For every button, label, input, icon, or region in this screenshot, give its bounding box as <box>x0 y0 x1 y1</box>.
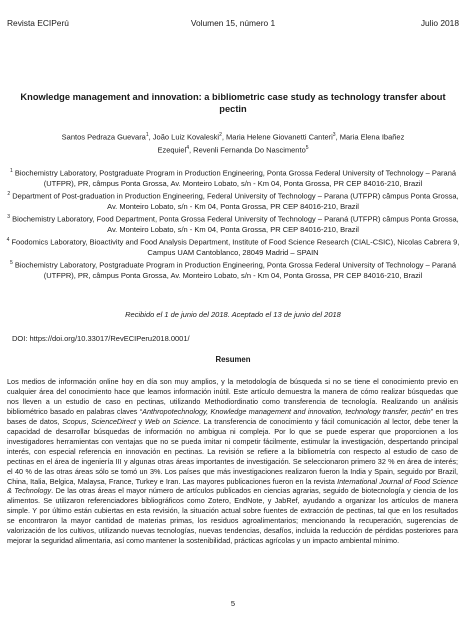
affiliation-number: 4 <box>6 237 10 244</box>
running-header <box>7 18 459 30</box>
affiliation <box>6 212 460 235</box>
page-number: 5 <box>230 599 236 608</box>
affiliation-text: Foodomics Laboratory, Bioactivity and Food Analysis Department, Institute of Food Science Research (CIAL-CSIC), Nicolas Cabrera 9, Campus UAM Cantoblanco, 28049 Madrid – SPAIN <box>11 237 460 258</box>
journal-title: International Journal of Food Science & Technology <box>7 476 459 496</box>
abstract-heading: Resumen <box>215 355 251 364</box>
affiliation-number: 2 <box>7 191 11 198</box>
abstract-text: , <box>86 416 92 426</box>
abstract-keywords: Anthropotechnology, Knowledge management and innovation, technology transfer, pectin <box>142 406 431 416</box>
author-name: , Maria Helene Giovanetti Canteri <box>221 132 333 142</box>
database-name: Web on Science <box>144 416 199 426</box>
doi-link[interactable]: DOI: https://doi.org/10.33017/RevECIPeru2018.0001/ <box>12 334 190 343</box>
abstract-body <box>7 377 458 546</box>
author-affil-mark: 3 <box>332 132 336 138</box>
received-dates: Recibido el 1 de junio del 2018. Aceptado el 13 de junio del 2018 <box>125 310 341 319</box>
abstract-text: . La transferencia de conocimiento y fácil comunicación al lector, debe tener la capacidad de desarrollar búsquedas de información no ambigua ni compleja. Por lo que se puede esperar que proporcionen a los investigadores herramientas con ventajas que no se pueda imitar ni competir fácilmente, estimular la investigación, despertando principal interés, con especial referencia en innovación en pectinas. La revisión se refiere a la bibliometría con respecto al estudio de caso de pectinas en el área de ingeniería III y algunas otras áreas importantes de investigación. Se seleccionaron primero 32 % en área de interés; el 40 % de las otras áreas sólo se tomó un 3%. Los países que más investigaciones realizaron fueron la India y Spain, seguido por Brazil, China, Italia, Belgica, Malaysa, France, Turkey e Iran. Las mayores publicaciones fueron en la revista <box>7 416 458 486</box>
affiliation-list <box>6 166 460 281</box>
author-affil-mark: 5 <box>305 144 309 151</box>
affiliation-number: 5 <box>9 260 13 267</box>
affiliation <box>6 235 460 258</box>
author-name: , Revenli Fernanda Do Nascimento <box>189 145 306 154</box>
author-affil-mark: 2 <box>219 132 222 138</box>
affiliation <box>6 166 460 189</box>
database-name: ScienceDirect <box>91 416 136 426</box>
affiliation-number: 3 <box>7 214 11 221</box>
abstract-text: y <box>135 416 145 426</box>
abstract-text: Los medios de información online hoy en día son muy amplios, y la metodología de búsqueda si no se tiene el conocimiento previo en cualquier área del conocimiento hace que leamos información inútil. Este artículo demuestra la manera de cómo realizar búsquedas que nos lleven a un estudio de caso en pectinas, utilizando Methodiordinatio como transferencia de tecnología. Realizando un análisis bibliométrico basado en palabras claves “ <box>7 377 458 416</box>
author-name: , Maria Elena Ibañez <box>335 132 405 142</box>
abstract-text: . De las otras áreas el mayor número de artículos publicados en ciencias agrarias, seguido de biotecnología y ciencia de los alimentos. Se utilizaron referenciadores bibliográficos como Zotero, EndNote, y JabRef, ayudando a organizar los artículos de manera simple. Y por último están cubiertas en esta revisión, la situación actual sobre fuentes de extracción de pectinas, tal que en los resultados se encontraron la mayor cantidad de materias primas, los residuos agroalimentarios; mencionando la recuperación, sugerencias de valorización de los cultivos, utilizando nuevas tecnologías, nuevas tendencias, desafíos, incluida la reducción de pérdidas posteriores para mejorar la seguridad alimentaria, así como mantener la sostenibilidad, prácticas agrícolas y un impacto ambiental mínimo. <box>7 486 458 546</box>
journal-name: Revista ECIPerú <box>7 18 69 28</box>
author-name: Ezequiel <box>157 145 187 154</box>
affiliation <box>6 189 460 212</box>
paper-title: Knowledge management and innovation: a bibliometric case study as technology transfer about pectin <box>20 92 446 114</box>
author-affil-mark: 4 <box>186 144 190 151</box>
affiliation-text: Biochemistry Laboratory, Food Department, Ponta Grossa Federal University of Technology – Paraná (UTFPR) câmpus Ponta Grossa, Av. Monteiro Lobato, s/n - Km 04, Ponta Grossa, PR CEP 84016-210, Brazil <box>12 214 459 234</box>
affiliation <box>6 258 460 281</box>
author-affil-mark: 1 <box>145 132 149 138</box>
issue-date: Julio 2018 <box>420 18 459 28</box>
database-name: Scopus <box>62 416 87 426</box>
affiliation-text: Biochemistry Laboratory, Postgraduate Program in Production Engineering, Ponta Grossa Federal University of Technology – Paraná (UTFPR), PR, câmpus Ponta Grossa, Av. Monteiro Lobato, s/n - Km 04, Ponta Grossa, PR CEP 84016-210, Brazil <box>14 260 457 281</box>
author-name: Santos Pedraza Guevara <box>61 132 146 142</box>
abstract-text: ” en tres bases de datos, <box>7 406 458 426</box>
affiliation-text: Department of Post-graduation in Production Engineering, Federal University of Technology – Parana (UTFPR) câmpus Ponta Grossa, Av. Monteiro Lobato, s/n - Km 04, Ponta Grossa, PR CEP 84016-210, Brazil <box>12 191 459 211</box>
author-list <box>16 130 450 155</box>
journal-volume: Volumen 15, número 1 <box>190 18 276 28</box>
author-name: , João Luiz Kovaleski <box>148 132 220 142</box>
affiliation-text: Biochemistry Laboratory, Postgraduate Program in Production Engineering, Ponta Grossa Federal University of Technology – Paraná (UTFPR), PR, câmpus Ponta Grossa, Av. Monteiro Lobato, s/n - Km 04, Ponta Grossa, PR CEP 84016-210, Brazil <box>14 168 457 188</box>
affiliation-number: 1 <box>9 168 13 174</box>
